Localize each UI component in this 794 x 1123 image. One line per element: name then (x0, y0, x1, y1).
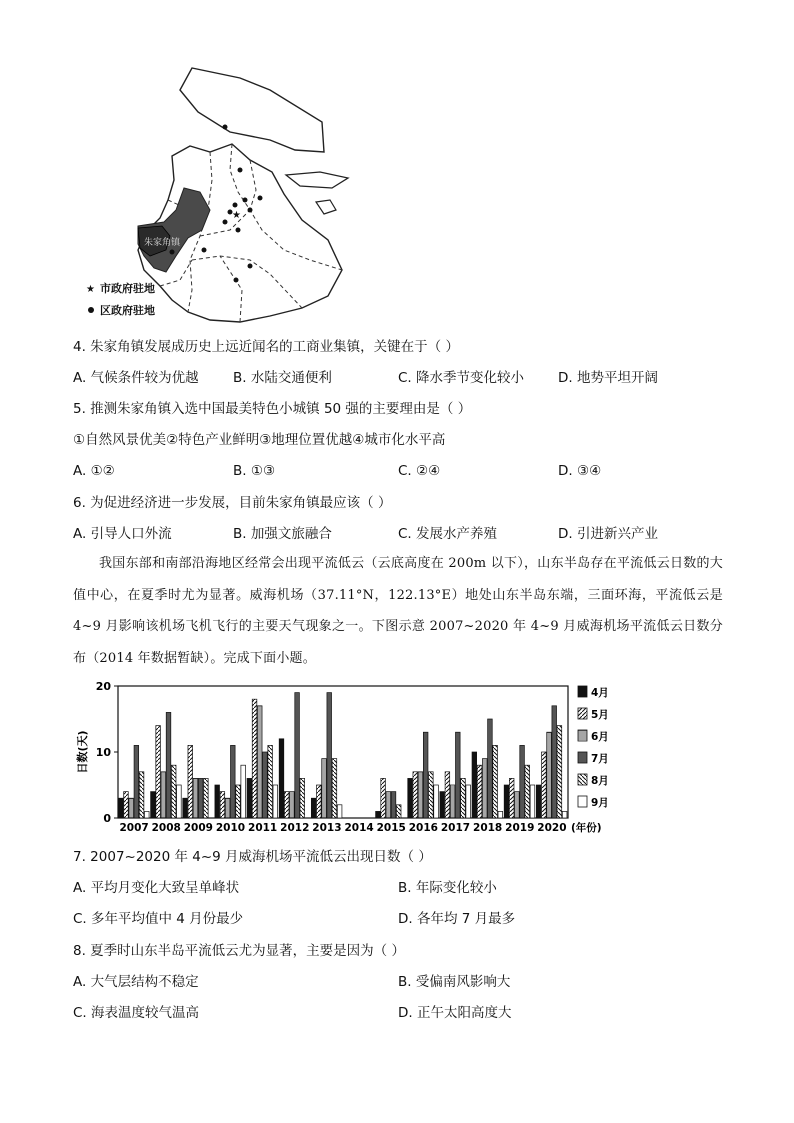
bar (151, 792, 156, 818)
bar (408, 778, 413, 818)
legend-swatch (578, 730, 587, 741)
q8-stem: 8. 夏季时山东半岛平流低云尤为显著，主要是因为（ ） (73, 943, 405, 959)
x-tick-label: 2008 (151, 822, 181, 834)
bar (562, 811, 567, 818)
q5-choices: ①自然风景优美②特色产业鲜明③地理位置优越④城市化水平高 (73, 432, 446, 448)
bar (279, 739, 284, 818)
legend-swatch (578, 686, 587, 697)
bar (188, 745, 193, 818)
changxing-island (286, 172, 348, 188)
bar (552, 706, 557, 818)
bar (273, 785, 278, 818)
x-tick-label: 2013 (312, 822, 342, 834)
bar (166, 712, 171, 818)
bar (225, 798, 230, 818)
q5-option-b[interactable]: B. ①③ (233, 463, 276, 479)
bar (418, 772, 423, 818)
x-tick-label: 2011 (248, 822, 278, 834)
q6-option-d[interactable]: D. 引进新兴产业 (558, 526, 658, 542)
bar (472, 752, 477, 818)
bar (193, 778, 198, 818)
x-tick-label: 2018 (473, 822, 503, 834)
bar (171, 765, 176, 818)
legend-label: 4月 (591, 687, 609, 699)
bar (381, 778, 386, 818)
bar (466, 785, 471, 818)
bar (252, 699, 257, 818)
bar (327, 693, 332, 818)
bar (376, 811, 381, 818)
bar (440, 792, 445, 818)
bar (311, 798, 316, 818)
bar (322, 759, 327, 818)
bar (156, 726, 161, 818)
bar (477, 765, 482, 818)
y-tick-label: 10 (95, 746, 111, 759)
bar (493, 745, 498, 818)
q5-option-d[interactable]: D. ③④ (558, 463, 602, 479)
bar (317, 785, 322, 818)
bar (139, 772, 144, 818)
bar (129, 798, 134, 818)
x-tick-label: 2009 (183, 822, 213, 834)
bar (220, 792, 225, 818)
x-tick-label: 2015 (376, 822, 406, 834)
q5-option-c[interactable]: C. ②④ (398, 463, 441, 479)
legend-swatch (578, 708, 587, 719)
bar (450, 785, 455, 818)
x-tick-label: 2020 (537, 822, 567, 834)
x-axis-label: (年份) (571, 822, 602, 834)
legend-label: 5月 (591, 709, 609, 721)
x-tick-label: 2016 (408, 822, 438, 834)
city-gov-star-icon: ★ (232, 210, 241, 221)
bar (542, 752, 547, 818)
bar (183, 798, 188, 818)
bar (547, 732, 552, 818)
q4-option-a[interactable]: A. 气候条件较为优越 (73, 370, 199, 386)
bar (520, 745, 525, 818)
bar (391, 792, 396, 818)
q6-stem: 6. 为促进经济进一步发展，目前朱家角镇最应该（ ） (73, 495, 392, 511)
bar (498, 811, 503, 818)
x-tick-label: 2007 (119, 822, 149, 834)
x-tick-label: 2014 (344, 822, 374, 834)
bar (456, 732, 461, 818)
bar (118, 798, 123, 818)
bar (536, 785, 541, 818)
bar (295, 693, 300, 818)
bar (134, 745, 139, 818)
bar (429, 772, 434, 818)
bar (263, 752, 268, 818)
bar (482, 759, 487, 818)
x-tick-label: 2017 (440, 822, 471, 834)
legend-label: 6月 (591, 731, 609, 743)
q7-option-c[interactable]: C. 多年平均值中 4 月份最少 (73, 911, 244, 927)
q4-option-b[interactable]: B. 水陆交通便利 (233, 370, 332, 386)
bar (488, 719, 493, 818)
bar (423, 732, 428, 818)
bar (386, 792, 391, 818)
bar (461, 778, 466, 818)
q6-option-a[interactable]: A. 引导人口外流 (73, 526, 172, 542)
q7-option-d[interactable]: D. 各年均 7 月最多 (398, 911, 516, 927)
star-icon: ★ (86, 284, 95, 295)
q4-stem: 4. 朱家角镇发展成历史上远近闻名的工商业集镇，关键在于（ ） (73, 339, 459, 355)
q7-option-b[interactable]: B. 年际变化较小 (398, 880, 497, 896)
bar (177, 785, 182, 818)
bar (241, 765, 246, 818)
x-tick-label: 2012 (280, 822, 310, 834)
bar (504, 785, 509, 818)
bar (557, 726, 562, 818)
bar (215, 785, 220, 818)
bar (396, 805, 401, 818)
q7-option-a[interactable]: A. 平均月变化大致呈单峰状 (73, 880, 240, 896)
bar (198, 778, 203, 818)
bar (257, 706, 262, 818)
bar (247, 778, 252, 818)
low-cloud-days-chart (74, 676, 614, 838)
zhujiajiao-label: 朱家角镇 (144, 238, 181, 248)
bar (236, 785, 241, 818)
y-tick-label: 0 (103, 812, 111, 825)
legend-label: 9月 (591, 797, 609, 809)
bar (124, 792, 129, 818)
bar (515, 792, 520, 818)
y-tick-label: 20 (95, 680, 111, 693)
bar (413, 772, 418, 818)
q8-option-d[interactable]: D. 正午太阳高度大 (398, 1005, 512, 1021)
bar (434, 785, 439, 818)
dot-icon (88, 307, 94, 313)
x-tick-label: 2010 (215, 822, 246, 834)
chongming-island (180, 68, 324, 152)
bar (525, 765, 530, 818)
bar (530, 785, 535, 818)
legend-district-gov: 区政府驻地 (100, 304, 155, 317)
bar (284, 792, 289, 818)
bar (144, 811, 149, 818)
bar (268, 745, 273, 818)
passage-text: 我国东部和南部沿海地区经常会出现平流低云（云底高度在 200m 以下），山东半岛存在平流低云日数的大值中心，在夏季时尤为显著。威海机场（37.11°N，122.13°E）地处山东半岛东端，三面环海，平流低云是 4~9 月影响该机场飞机飞行的主要天气现象之一。下图示意 2007~2020 年 4~9 月威海机场平流低云日数分布（2014 年数据暂缺）。完成下面小题。 (73, 556, 723, 666)
bar (204, 778, 209, 818)
legend-label: 7月 (591, 753, 609, 765)
q8-option-c[interactable]: C. 海表温度较气温高 (73, 1005, 200, 1021)
q6-option-b[interactable]: B. 加强文旅融合 (233, 526, 332, 542)
bar (231, 745, 236, 818)
passage (73, 548, 723, 674)
legend-swatch (578, 774, 587, 785)
bar (290, 792, 295, 818)
legend-swatch (578, 752, 587, 763)
q8-option-a[interactable]: A. 大气层结构不稳定 (73, 974, 199, 990)
x-tick-label: 2019 (505, 822, 535, 834)
q4-option-d[interactable]: D. 地势平坦开阔 (558, 370, 658, 386)
q4-option-c[interactable]: C. 降水季节变化较小 (398, 370, 525, 386)
shanghai-map (80, 60, 370, 330)
bar (337, 805, 342, 818)
q6-option-c[interactable]: C. 发展水产养殖 (398, 526, 498, 542)
q8-option-b[interactable]: B. 受偏南风影响大 (398, 974, 511, 990)
bar (300, 778, 305, 818)
q5-stem: 5. 推测朱家角镇入选中国最美特色小城镇 50 强的主要理由是（ ） (73, 401, 472, 417)
bar (445, 772, 450, 818)
bar (161, 772, 166, 818)
legend-city-gov: 市政府驻地 (100, 282, 155, 295)
q7-stem: 7. 2007~2020 年 4~9 月威海机场平流低云出现日数（ ） (73, 849, 432, 865)
bar (332, 759, 337, 818)
q5-option-a[interactable]: A. ①② (73, 463, 115, 479)
bar (509, 778, 514, 818)
y-axis-label: 日数(天) (76, 730, 89, 774)
hengsha-island (316, 200, 336, 214)
legend-label: 8月 (591, 775, 609, 787)
legend-swatch (578, 796, 587, 807)
